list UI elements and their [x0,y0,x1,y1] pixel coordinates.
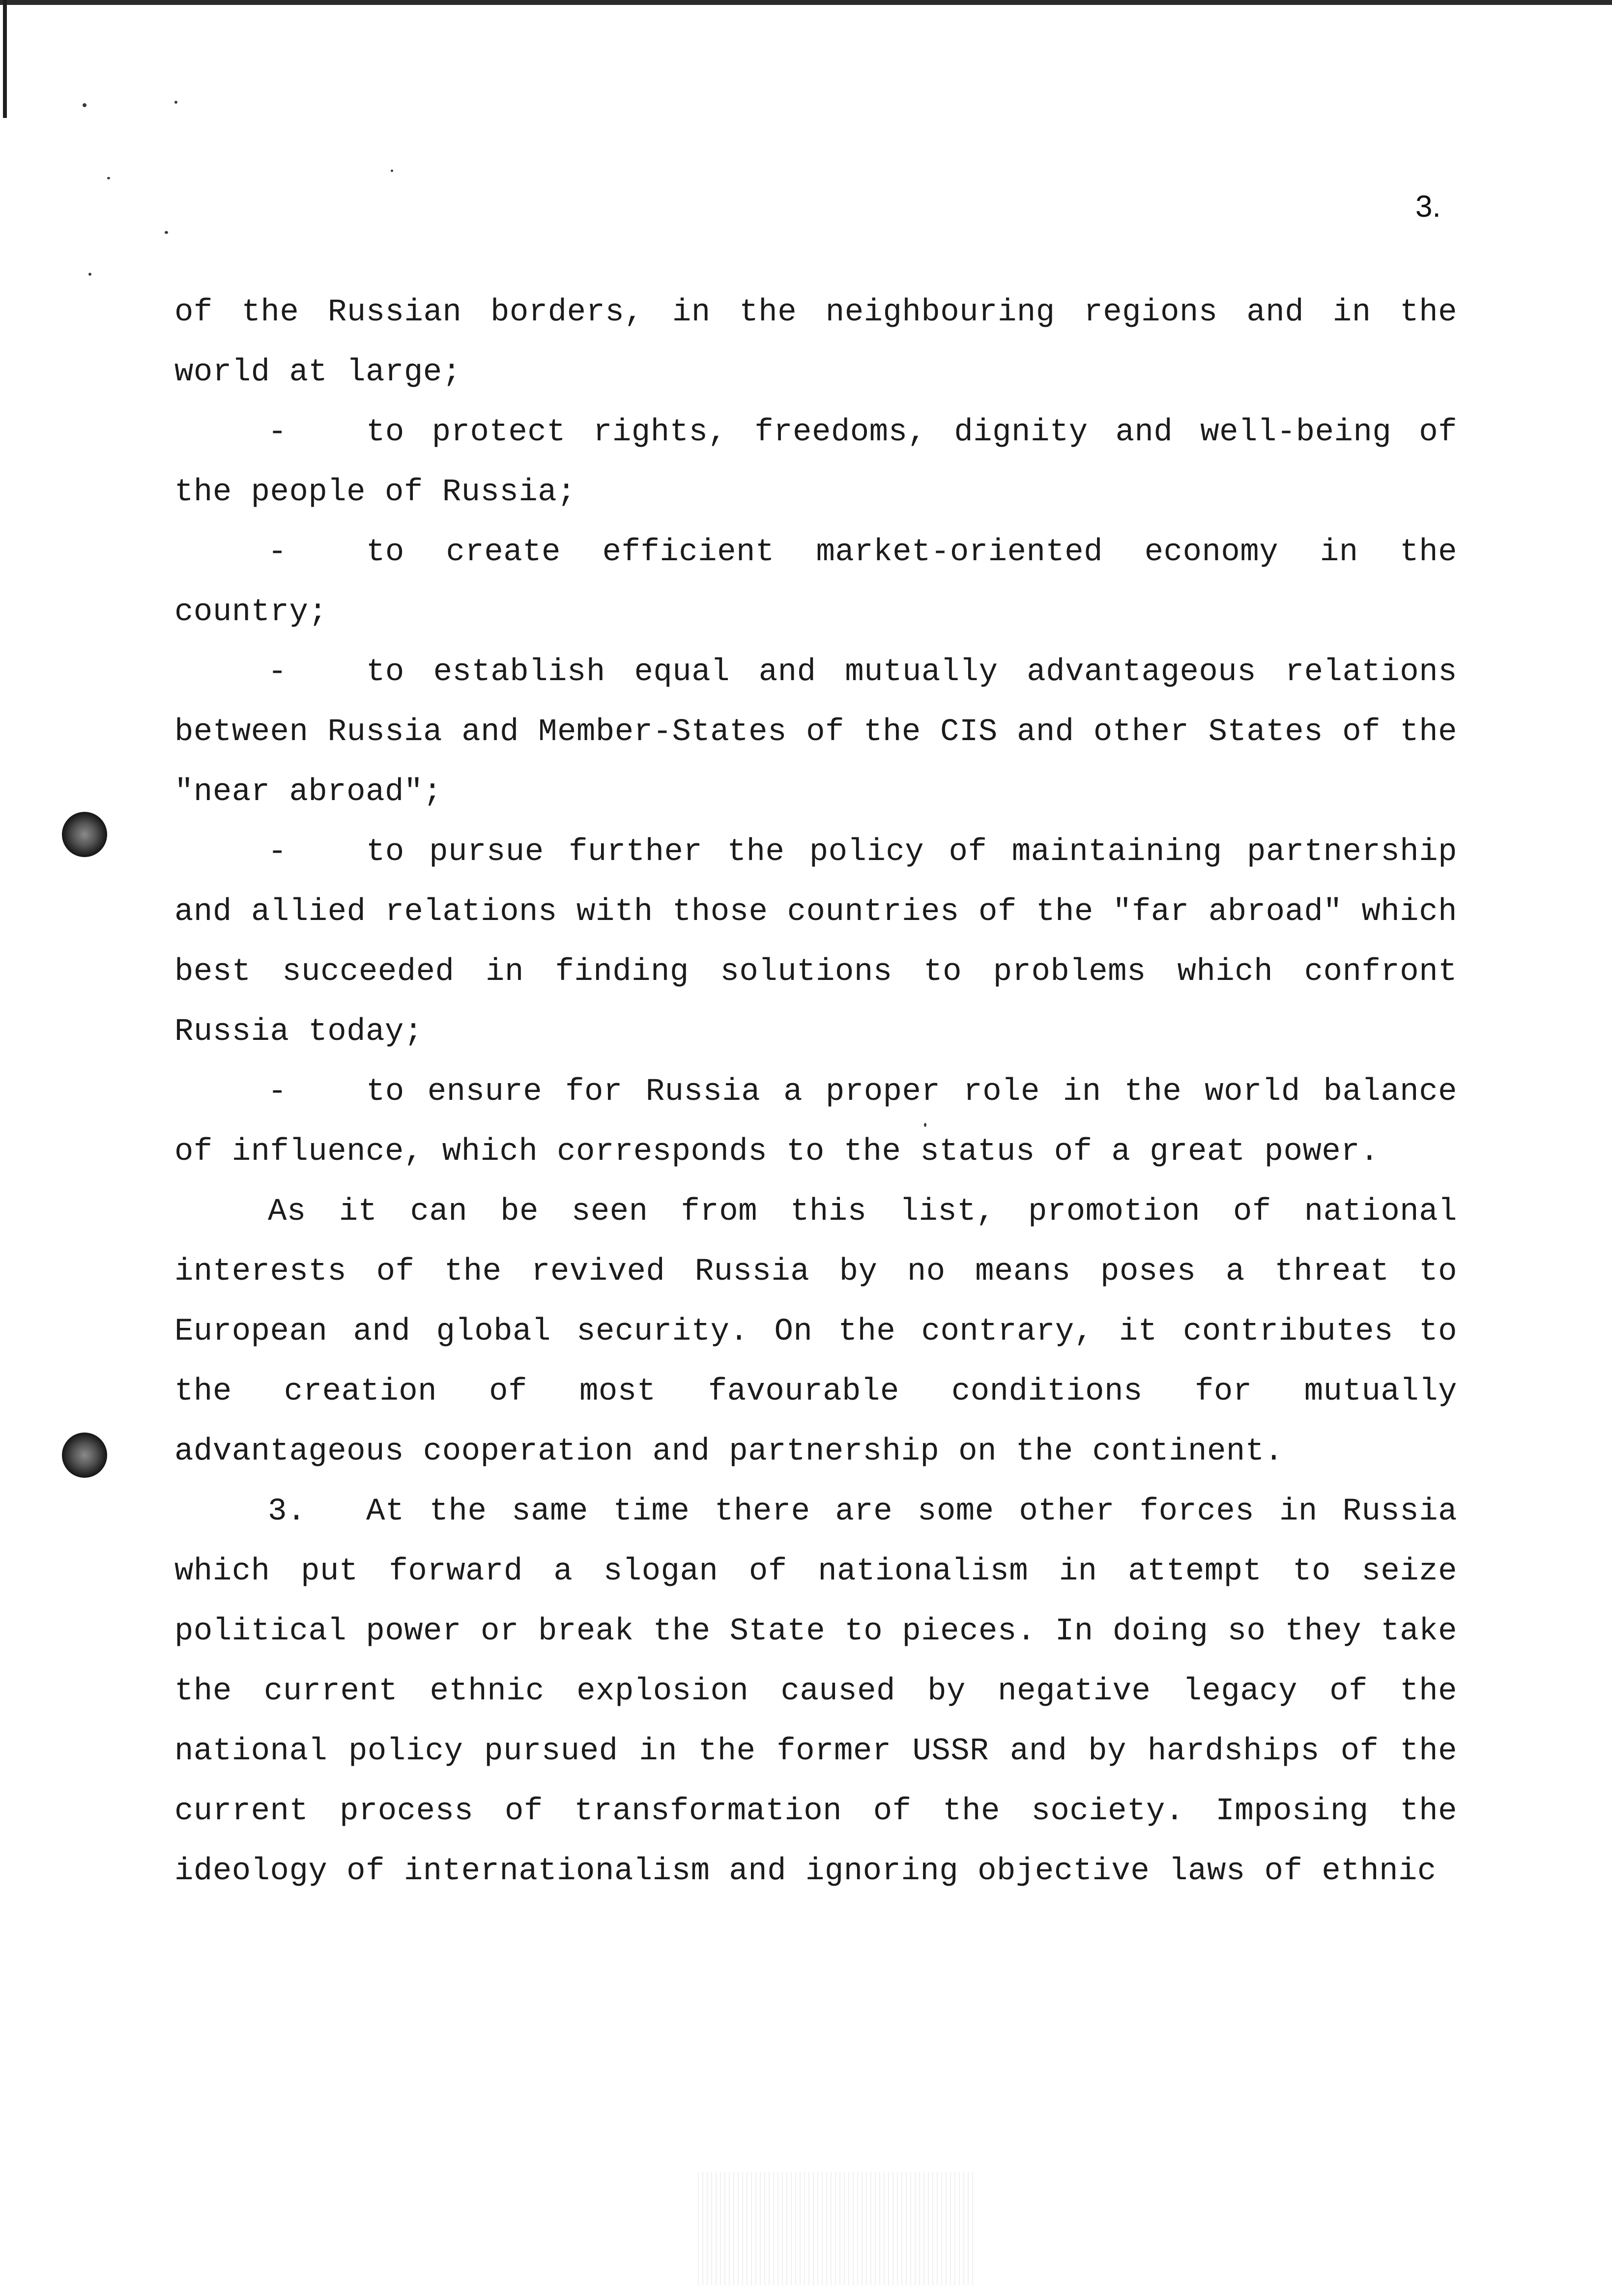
bullet-text: to create efficient market-oriented economy in the country; [174,535,1457,630]
scan-speck [88,273,91,276]
page-number: 3. [1415,190,1441,224]
left-edge-mark [3,0,7,118]
bullet-marker: - [268,535,287,570]
bullet-item [174,642,1457,822]
paragraph-text: of the Russian borders, in the neighbouring regions and in the world at large; [174,295,1457,390]
bullet-marker: - [268,655,287,690]
paragraph-text: At the same time there are some other forces in Russia which put forward a slogan of nationalism in attempt to seize political power or break the State to pieces. In doing so they take the current ethnic explosion caused by negative legacy of the national policy pursued in the former USSR and by hardships of the current process of transformation of the society. Imposing the ideology of internationalism and ignoring objective laws of ethnic [174,1494,1457,1889]
bullet-marker: - [268,1074,287,1110]
scan-speck [174,101,177,104]
bullet-item [174,822,1457,1062]
numbered-paragraph [174,1482,1457,1901]
scan-speck [165,231,168,234]
bullet-text: to establish equal and mutually advantageous relations between Russia and Member-States of the CIS and other States of the "near abroad"; [174,655,1457,810]
bullet-item [174,522,1457,642]
top-edge-line [0,0,1612,5]
bullet-text: to protect rights, freedoms, dignity and well-being of the people of Russia; [174,415,1457,510]
paragraph-continuation [174,283,1457,402]
bullet-item [174,402,1457,522]
punch-hole-icon [62,812,107,857]
scan-artifact [698,2172,973,2285]
paragraph-indented [174,1182,1457,1482]
paragraph-text: As it can be seen from this list, promotion of national interests of the revived Russia by no means poses a threat to European and global security. On the contrary, it contributes to the creation of most favourable conditions for mutually advantageous cooperation and partnership on the continent. [174,1194,1457,1469]
bullet-text: to ensure for Russia a proper role in the world balance of influence, which corresponds to the status of a great power. [174,1074,1457,1170]
scan-speck [391,170,393,172]
bullet-marker: - [268,415,287,450]
bullet-text: to pursue further the policy of maintaining partnership and allied relations with those countries of the "far abroad" which best succeeded in finding solutions to problems which confront Russia today; [174,834,1457,1050]
section-number: 3. [268,1494,306,1529]
scan-speck [83,103,86,107]
body-text [174,283,1457,1901]
bullet-marker: - [268,834,287,870]
scan-speck [107,177,110,179]
punch-hole-icon [62,1433,107,1478]
bullet-item [174,1062,1457,1182]
